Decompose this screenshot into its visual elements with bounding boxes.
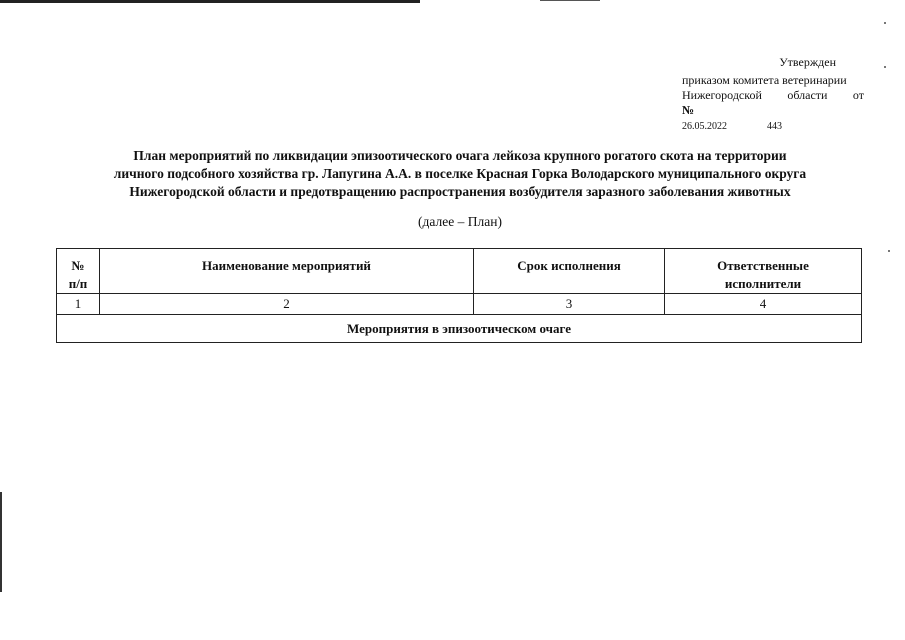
approval-dateline: [682, 119, 864, 134]
plan-table: [56, 248, 862, 343]
header-number-sign: №: [71, 258, 85, 273]
scan-artifact-left-line: [0, 492, 2, 592]
approval-line1: приказом комитета ветеринарии: [682, 73, 847, 87]
section-title: Мероприятия в эпизоотическом очаге: [57, 315, 862, 343]
header-number: [57, 249, 100, 294]
approval-title: Утвержден: [779, 55, 836, 69]
heading-line3: Нижегородской области и предотвращению распространения возбудителя заразного заболевания животных: [129, 184, 791, 199]
table-header-row: [57, 249, 862, 294]
scan-artifact-top-line-short: [540, 0, 600, 1]
column-number-1: 1: [57, 294, 100, 315]
heading-line2: личного подсобного хозяйства гр. Лапугина А.А. в поселке Красная Горка Володарского муниципального округа: [113, 166, 807, 181]
document-subheading: (далее – План): [418, 214, 502, 229]
approval-number-sign: №: [682, 103, 695, 117]
header-responsible-line1: Ответственные: [717, 258, 809, 273]
approval-from: от: [852, 88, 864, 102]
scan-artifact-dot: [884, 22, 886, 24]
approval-region: Нижегородской: [682, 88, 762, 102]
table-section-row: [57, 315, 862, 343]
heading-line1: План мероприятий по ликвидации эпизоотического очага лейкоза крупного рогатого скота на территории: [133, 148, 787, 163]
approval-order-number: 443: [767, 121, 782, 132]
scan-artifact-dot: [888, 250, 890, 252]
approval-region-word: области: [787, 88, 828, 102]
approval-line2: [682, 88, 864, 103]
header-responsible-line2: исполнители: [724, 276, 802, 291]
column-number-3: 3: [474, 294, 665, 315]
column-number-4: 4: [665, 294, 862, 315]
header-number-abbrev: п/п: [68, 276, 88, 291]
column-number-2: 2: [100, 294, 474, 315]
header-responsible: [665, 249, 862, 294]
scan-artifact-top-line: [0, 0, 420, 3]
header-name: Наименование мероприятий: [100, 249, 474, 294]
scan-artifact-dot: [884, 66, 886, 68]
approval-date: 26.05.2022: [682, 121, 727, 132]
table-numbering-row: [57, 294, 862, 315]
approval-stamp: [682, 55, 864, 134]
document-heading: [60, 147, 860, 201]
header-term: Срок исполнения: [474, 249, 665, 294]
